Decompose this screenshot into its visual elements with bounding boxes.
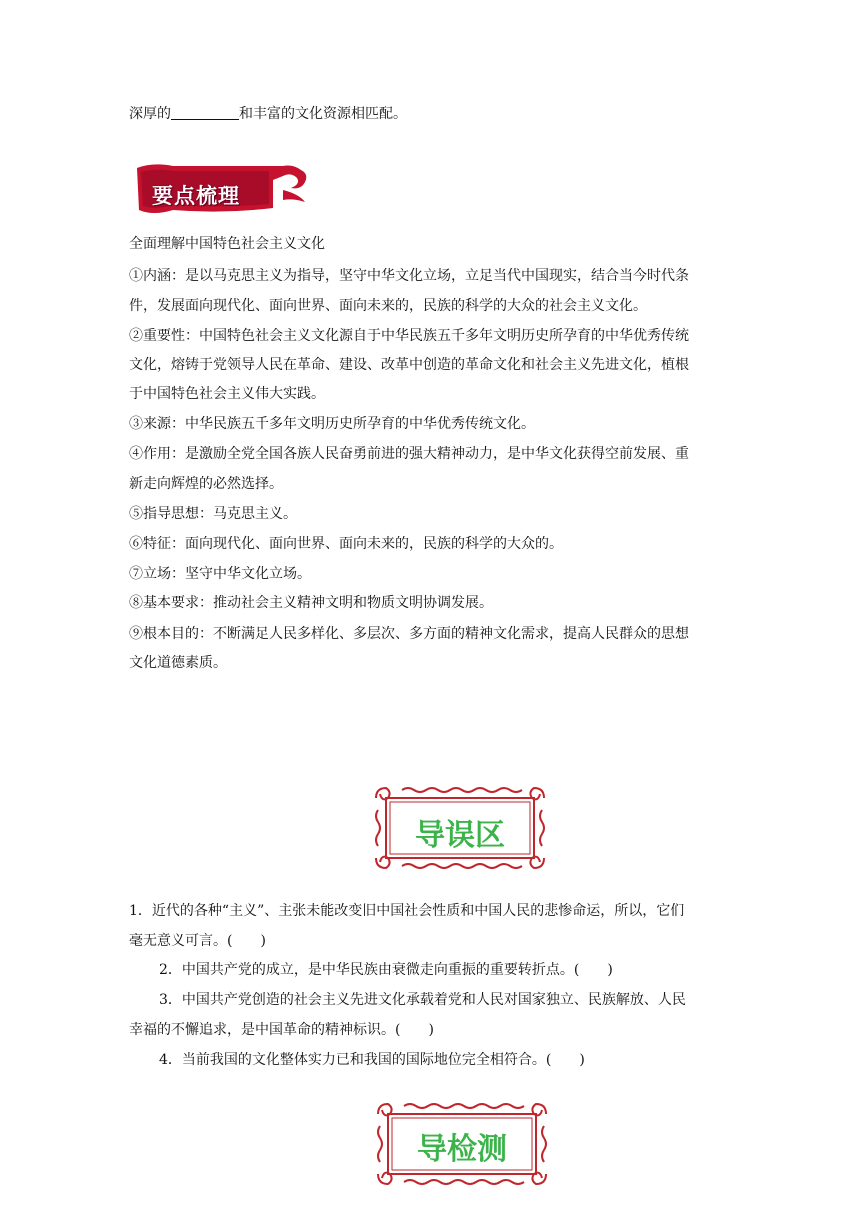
key-point-line: ⑤指导思想：马克思主义。: [129, 506, 297, 522]
intro-fill-blank-line: [129, 104, 407, 124]
error-item-line: 1．近代的各种“主义”、主张未能改变旧中国社会性质和中国人民的悲惨命运，所以，它们: [129, 903, 685, 919]
error-item-line: 2．中国共产党的成立，是中华民族由衰微走向重振的重要转折点。( ): [159, 962, 613, 978]
error-item-line: 4．当前我国的文化整体实力已和我国的国际地位完全相符合。( ): [159, 1052, 585, 1068]
key-point-line: ⑧基本要求：推动社会主义精神文明和物质文明协调发展。: [129, 595, 493, 611]
error-item-line: 幸福的不懈追求，是中国革命的精神标识。( ): [129, 1022, 434, 1038]
intro-text-after: 和丰富的文化资源相匹配。: [239, 106, 407, 122]
key-point-line: ⑦立场：坚守中华文化立场。: [129, 566, 311, 582]
test-section-title: 导检测: [417, 1132, 507, 1167]
key-point-line: 新走向辉煌的必然选择。: [129, 476, 283, 492]
intro-text-before: 深厚的: [129, 106, 171, 122]
key-point-line: ⑨根本目的：不断满足人民多样化、多层次、多方面的精神文化需求，提高人民群众的思想: [129, 626, 689, 642]
test-section-frame: [374, 1100, 550, 1188]
error-item-line: 3．中国共产党创造的社会主义先进文化承载着党和人民对国家独立、民族解放、人民: [159, 992, 686, 1008]
key-point-line: ⑥特征：面向现代化、面向世界、面向未来的，民族的科学的大众的。: [129, 536, 563, 552]
errors-section-title: 导误区: [415, 818, 505, 853]
error-item-line: 毫无意义可言。( ): [129, 933, 266, 949]
key-point-line: ③来源：中华民族五千多年文明历史所孕育的中华优秀传统文化。: [129, 416, 535, 432]
key-point-line: 文化，熔铸于党领导人民在革命、建设、改革中创造的革命文化和社会主义先进文化，植根: [129, 357, 689, 373]
key-point-line: 文化道德素质。: [129, 655, 227, 671]
key-points-subtitle: 全面理解中国特色社会主义文化: [129, 236, 325, 252]
key-point-line: ①内涵：是以马克思主义为指导，坚守中华文化立场，立足当代中国现实，结合当今时代条: [129, 268, 689, 284]
key-points-banner-title: 要点梳理: [152, 184, 240, 208]
fill-blank: [171, 105, 239, 120]
key-point-line: ④作用：是激励全党全国各族人民奋勇前进的强大精神动力，是中华文化获得空前发展、重: [129, 446, 689, 462]
key-point-line: ②重要性：中国特色社会主义文化源自于中华民族五千多年文明历史所孕育的中华优秀传统: [129, 328, 689, 344]
key-point-line: 于中国特色社会主义伟大实践。: [129, 386, 325, 402]
key-point-line: 件，发展面向现代化、面向世界、面向未来的，民族的科学的大众的社会主义文化。: [129, 298, 647, 314]
errors-section-frame: [372, 784, 548, 872]
